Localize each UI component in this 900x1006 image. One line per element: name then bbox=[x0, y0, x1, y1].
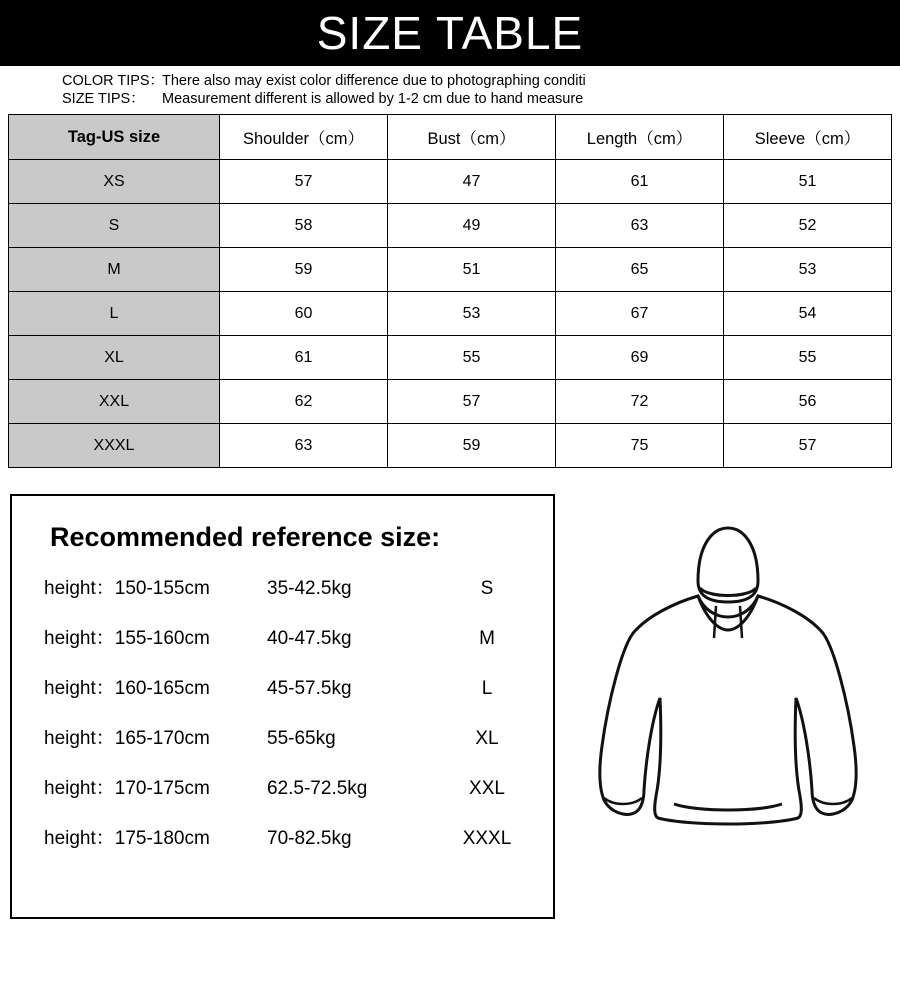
table-row bbox=[9, 424, 892, 468]
tips-block bbox=[0, 66, 900, 114]
cell-size-label: M bbox=[9, 248, 220, 292]
cell-size-label: XS bbox=[9, 160, 220, 204]
reference-height: height：175-180cm bbox=[44, 828, 210, 849]
cell-bust: 53 bbox=[388, 292, 556, 336]
cell-bust: 57 bbox=[388, 380, 556, 424]
table-header-row bbox=[9, 115, 892, 160]
column-header-sleeve: Sleeve（cm） bbox=[724, 115, 892, 160]
reference-weight: 40-47.5kg bbox=[267, 628, 352, 649]
cell-shoulder: 61 bbox=[220, 336, 388, 380]
tips-row bbox=[0, 72, 900, 90]
cell-bust: 47 bbox=[388, 160, 556, 204]
cell-bust: 49 bbox=[388, 204, 556, 248]
recommended-reference-box bbox=[10, 494, 555, 919]
column-header-shoulder: Shoulder（cm） bbox=[220, 115, 388, 160]
reference-weight: 70-82.5kg bbox=[267, 828, 352, 849]
reference-size: XXXL bbox=[462, 828, 512, 849]
cell-sleeve: 54 bbox=[724, 292, 892, 336]
reference-height: height：165-170cm bbox=[44, 728, 210, 749]
reference-size: XL bbox=[475, 728, 499, 749]
cell-bust: 59 bbox=[388, 424, 556, 468]
cell-length: 67 bbox=[556, 292, 724, 336]
reference-row bbox=[12, 573, 553, 623]
reference-weight: 35-42.5kg bbox=[267, 578, 352, 599]
size-table bbox=[8, 114, 892, 468]
size-table-wrapper bbox=[0, 114, 900, 468]
table-row bbox=[9, 204, 892, 248]
reference-size: M bbox=[479, 628, 495, 649]
reference-row bbox=[12, 823, 553, 873]
cell-length: 75 bbox=[556, 424, 724, 468]
cell-sleeve: 55 bbox=[724, 336, 892, 380]
cell-shoulder: 60 bbox=[220, 292, 388, 336]
cell-length: 61 bbox=[556, 160, 724, 204]
reference-weight: 45-57.5kg bbox=[267, 678, 352, 699]
hoodie-illustration-wrapper bbox=[555, 494, 900, 906]
cell-length: 65 bbox=[556, 248, 724, 292]
cell-size-label: XXXL bbox=[9, 424, 220, 468]
column-header-bust: Bust（cm） bbox=[388, 115, 556, 160]
reference-weight: 62.5-72.5kg bbox=[267, 778, 368, 799]
cell-bust: 51 bbox=[388, 248, 556, 292]
cell-size-label: XXL bbox=[9, 380, 220, 424]
cell-bust: 55 bbox=[388, 336, 556, 380]
color-tips-label: COLOR TIPS： bbox=[62, 73, 165, 89]
cell-sleeve: 52 bbox=[724, 204, 892, 248]
recommended-title: Recommended reference size: bbox=[50, 522, 441, 552]
reference-row bbox=[12, 673, 553, 723]
reference-height: height：155-160cm bbox=[44, 628, 210, 649]
cell-size-label: L bbox=[9, 292, 220, 336]
table-row bbox=[9, 292, 892, 336]
cell-sleeve: 51 bbox=[724, 160, 892, 204]
table-row bbox=[9, 248, 892, 292]
cell-shoulder: 57 bbox=[220, 160, 388, 204]
cell-shoulder: 58 bbox=[220, 204, 388, 248]
reference-size: XXL bbox=[469, 778, 505, 799]
reference-height: height：160-165cm bbox=[44, 678, 210, 699]
table-row bbox=[9, 380, 892, 424]
cell-shoulder: 63 bbox=[220, 424, 388, 468]
cell-sleeve: 53 bbox=[724, 248, 892, 292]
cell-length: 69 bbox=[556, 336, 724, 380]
reference-row bbox=[12, 723, 553, 773]
cell-size-label: XL bbox=[9, 336, 220, 380]
tips-row bbox=[0, 90, 900, 108]
reference-size: S bbox=[480, 578, 494, 599]
size-table-head bbox=[9, 115, 892, 160]
reference-height: height：150-155cm bbox=[44, 578, 210, 599]
cell-shoulder: 62 bbox=[220, 380, 388, 424]
cell-sleeve: 57 bbox=[724, 424, 892, 468]
hoodie-icon bbox=[578, 506, 878, 906]
cell-size-label: S bbox=[9, 204, 220, 248]
cell-length: 63 bbox=[556, 204, 724, 248]
reference-row bbox=[12, 623, 553, 673]
page-title: SIZE TABLE bbox=[0, 0, 900, 66]
reference-weight: 55-65kg bbox=[267, 728, 336, 749]
cell-shoulder: 59 bbox=[220, 248, 388, 292]
table-row bbox=[9, 160, 892, 204]
cell-length: 72 bbox=[556, 380, 724, 424]
size-tips-label: SIZE TIPS： bbox=[62, 91, 145, 107]
reference-size: L bbox=[481, 678, 493, 699]
reference-height: height：170-175cm bbox=[44, 778, 210, 799]
column-header-length: Length（cm） bbox=[556, 115, 724, 160]
size-table-body bbox=[9, 160, 892, 468]
table-row bbox=[9, 336, 892, 380]
cell-sleeve: 56 bbox=[724, 380, 892, 424]
reference-row bbox=[12, 773, 553, 823]
column-header-tag-us-size: Tag-US size bbox=[9, 115, 220, 160]
color-tips-text: There also may exist color difference due to photographing conditi bbox=[162, 73, 586, 89]
lower-section bbox=[0, 494, 900, 919]
size-tips-text: Measurement different is allowed by 1-2 cm due to hand measure bbox=[162, 91, 584, 107]
